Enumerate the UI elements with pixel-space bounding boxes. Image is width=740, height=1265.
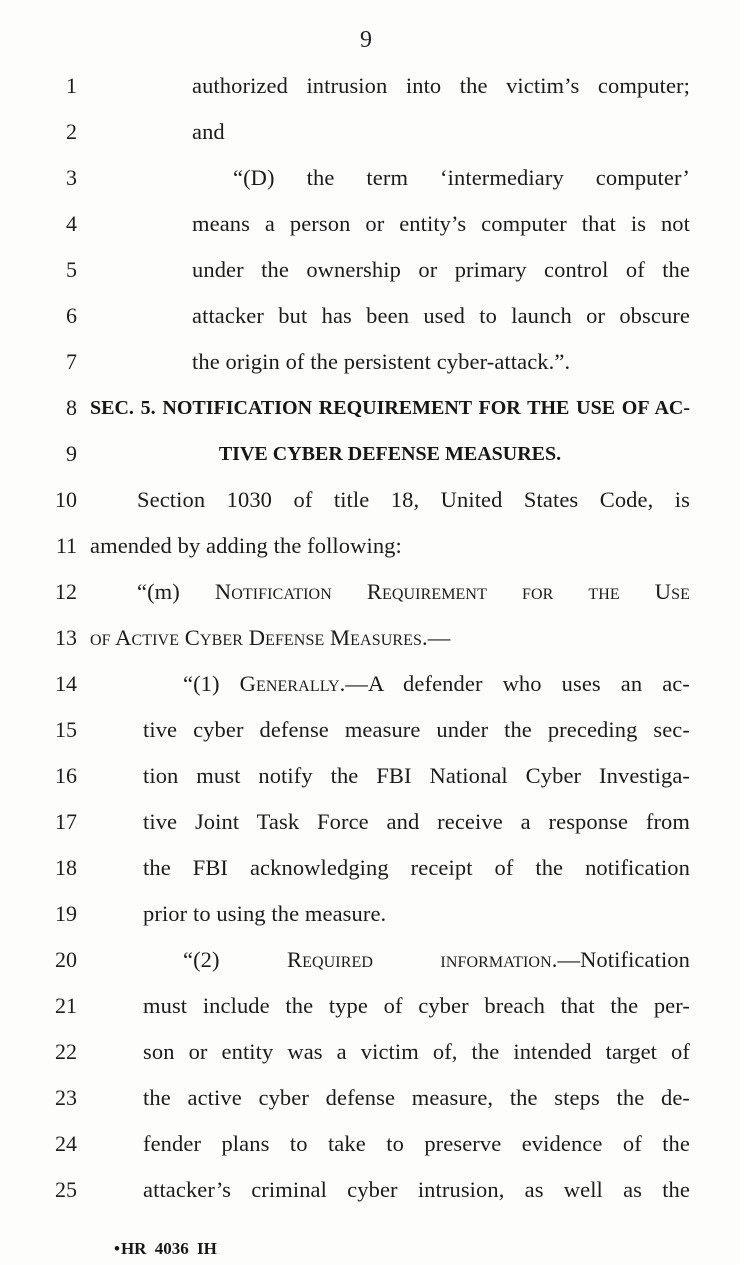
line-text	[90, 163, 690, 193]
bill-line-16	[0, 761, 740, 807]
bill-line-1	[0, 71, 740, 117]
bill-footer	[114, 1239, 217, 1259]
line-number: 22	[55, 1039, 77, 1064]
line-number: 24	[55, 1131, 77, 1156]
bill-line-22	[0, 1037, 740, 1083]
line-text	[90, 1083, 690, 1113]
bill-line-12	[0, 577, 740, 623]
line-text	[90, 439, 690, 470]
line-text	[90, 899, 690, 929]
bill-line-13	[0, 623, 740, 669]
body-text: the FBI acknowledging receipt of the notification	[143, 855, 690, 880]
bill-line-2	[0, 117, 740, 163]
bill-line-10	[0, 485, 740, 531]
line-text	[90, 393, 690, 424]
line-text	[90, 347, 690, 377]
bill-line-6	[0, 301, 740, 347]
line-number: 16	[55, 763, 77, 788]
bill-line-7	[0, 347, 740, 393]
body-text: amended by adding the following:	[90, 533, 402, 558]
body-text: attacker but has been used to launch or obscure	[192, 303, 690, 328]
line-number: 14	[55, 671, 77, 696]
bill-line-17	[0, 807, 740, 853]
line-text	[90, 1175, 690, 1205]
line-text	[90, 117, 690, 147]
body-text: “(2)	[183, 947, 288, 972]
line-text	[90, 255, 690, 285]
bill-line-19	[0, 899, 740, 945]
bill-line-3	[0, 163, 740, 209]
small-caps-text: Notification Requirement for the Use	[214, 579, 690, 604]
body-text: —Notification	[557, 947, 690, 972]
line-text	[90, 531, 690, 561]
footer-bill-id: HR 4036 IH	[120, 1239, 217, 1258]
line-number: 1	[66, 73, 77, 98]
line-text	[90, 301, 690, 331]
line-number: 10	[55, 487, 77, 512]
footer-bullet-icon: •	[114, 1239, 120, 1258]
body-text: tion must notify the FBI National Cyber Investiga-	[143, 763, 690, 788]
body-text: the active cyber defense measure, the steps the de-	[143, 1085, 690, 1110]
line-number: 4	[66, 211, 77, 236]
bill-line-9	[0, 439, 740, 485]
line-text	[90, 991, 690, 1021]
line-number: 21	[55, 993, 77, 1018]
body-text: TIVE CYBER DEFENSE MEASURES.	[218, 443, 562, 465]
line-number: 5	[66, 257, 77, 282]
body-text: “(D) the term ‘intermediary computer’	[233, 165, 690, 190]
bill-line-24	[0, 1129, 740, 1175]
line-number: 6	[66, 303, 77, 328]
line-text	[90, 853, 690, 883]
bill-line-4	[0, 209, 740, 255]
line-text	[90, 1129, 690, 1159]
bill-line-21	[0, 991, 740, 1037]
bill-line-11	[0, 531, 740, 577]
line-number: 3	[66, 165, 77, 190]
bill-line-14	[0, 669, 740, 715]
line-number: 11	[55, 533, 77, 558]
bill-line-8	[0, 393, 740, 439]
body-text: under the ownership or primary control of the	[192, 257, 690, 282]
line-number: 17	[55, 809, 77, 834]
body-text: attacker’s criminal cyber intrusion, as well as the	[143, 1177, 690, 1202]
body-text: means a person or entity’s computer that is not	[192, 211, 690, 236]
bill-line-15	[0, 715, 740, 761]
line-text	[90, 945, 690, 975]
body-text: fender plans to take to preserve evidence of the	[143, 1131, 690, 1156]
line-number: 23	[55, 1085, 77, 1110]
bill-line-18	[0, 853, 740, 899]
line-number: 8	[66, 395, 77, 420]
line-text	[90, 1037, 690, 1067]
body-text: “(m)	[137, 579, 215, 604]
page-number: 9	[360, 27, 372, 53]
line-text	[90, 761, 690, 791]
body-text: tive cyber defense measure under the preceding sec-	[143, 717, 690, 742]
line-text	[90, 485, 690, 515]
body-text: tive Joint Task Force and receive a response from	[143, 809, 690, 834]
line-number: 13	[55, 625, 77, 650]
body-text: the origin of the persistent cyber-attack.”.	[192, 349, 571, 374]
line-text	[90, 669, 690, 699]
bill-text-body	[0, 71, 740, 1221]
line-number: 19	[55, 901, 77, 926]
line-number: 20	[55, 947, 77, 972]
body-text: —A defender who uses an ac-	[345, 671, 690, 696]
line-number: 7	[66, 349, 77, 374]
line-text	[90, 71, 690, 101]
body-text: authorized intrusion into the victim’s computer;	[192, 73, 690, 98]
line-number: 12	[55, 579, 77, 604]
bill-line-23	[0, 1083, 740, 1129]
body-text: and	[192, 119, 225, 144]
small-caps-text: Required information.	[287, 947, 558, 972]
line-text	[90, 209, 690, 239]
small-caps-text: Generally.	[239, 671, 346, 696]
body-text: must include the type of cyber breach that the per-	[143, 993, 690, 1018]
line-text	[90, 623, 690, 653]
bill-line-5	[0, 255, 740, 301]
body-text: prior to using the measure.	[143, 901, 387, 926]
line-number: 2	[66, 119, 77, 144]
line-text	[90, 577, 690, 607]
line-number: 18	[55, 855, 77, 880]
line-text	[90, 807, 690, 837]
body-text: SEC. 5. NOTIFICATION REQUIREMENT FOR THE USE OF AC-	[90, 397, 690, 419]
line-number: 9	[66, 441, 77, 466]
line-number: 15	[55, 717, 77, 742]
small-caps-text: of Active Cyber Defense Measures.—	[90, 625, 451, 650]
body-text: “(1)	[183, 671, 240, 696]
bill-line-25	[0, 1175, 740, 1221]
line-number: 25	[55, 1177, 77, 1202]
bill-line-20	[0, 945, 740, 991]
body-text: Section 1030 of title 18, United States Code, is	[137, 487, 690, 512]
line-text	[90, 715, 690, 745]
body-text: son or entity was a victim of, the intended target of	[143, 1039, 690, 1064]
